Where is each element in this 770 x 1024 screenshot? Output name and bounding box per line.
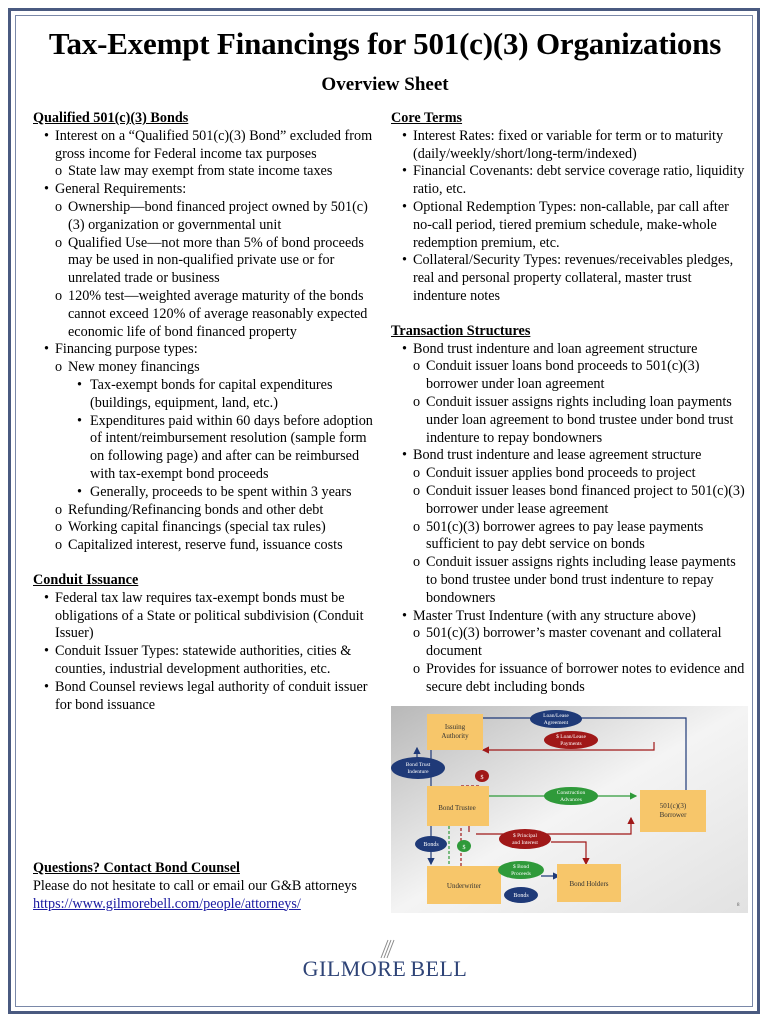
- list-item: • Collateral/Security Types: revenues/receivables pledges, real and personal property collateral, master trust indenture notes: [402, 252, 734, 304]
- list-item: o Conduit issuer loans bond proceeds to 501(c)(3) borrower under loan agreement: [413, 358, 700, 393]
- list-item: o Capitalized interest, reserve fund, issuance costs: [55, 537, 343, 554]
- list-item: • Interest on a “Qualified 501(c)(3) Bond” excluded from gross income for Federal income tax purposes: [44, 127, 373, 162]
- qualified-bonds-heading: Qualified 501(c)(3) Bonds: [33, 110, 189, 126]
- list-item: • Conduit Issuer Types: statewide authorities, cities & counties, industrial development authorities, etc.: [44, 643, 352, 677]
- list-item: o Conduit issuer leases bond financed project to 501(c)(3) borrower under lease agreement: [413, 482, 745, 517]
- bond-proceeds-label-2: Proceeds: [511, 871, 531, 877]
- loan-lease-payments-label-1: $ Loan/Lease: [556, 734, 586, 740]
- right-column: [391, 110, 746, 697]
- list-item: o Provides for issuance of borrower notes to evidence and secure debt including bonds: [413, 660, 745, 695]
- list-item: o Qualified Use—not more than 5% of bond proceeds may be used in non-qualified private use or for unrelated trade or business: [55, 234, 364, 287]
- list-item: • Financing purpose types:: [44, 341, 198, 358]
- principal-interest-oval: [499, 829, 551, 849]
- contact-line: Please do not hesitate to call or email our G&B attorneys: [33, 877, 357, 894]
- issuing-authority-label-2: Authority: [441, 732, 469, 740]
- core-terms-list: [391, 128, 746, 306]
- list-item: o Refunding/Refinancing bonds and other debt: [55, 501, 324, 518]
- dollar-label-red: $: [480, 775, 484, 781]
- bond-trustee-label: Bond Trustee: [438, 804, 476, 812]
- list-item: • Master Trust Indenture (with any structure above): [402, 607, 696, 624]
- left-column: [33, 110, 383, 714]
- loan-lease-agreement-label-1: Loan/Lease: [543, 713, 569, 719]
- qualified-bonds-list: [33, 128, 383, 555]
- attorneys-link[interactable]: https://www.gilmorebell.com/people/attorneys/: [33, 895, 301, 912]
- issuing-authority-label-1: Issuing: [444, 723, 466, 731]
- principal-interest-label-2: and Interest: [512, 840, 538, 846]
- list-item: o Conduit issuer assigns rights including loan payments under loan agreement to bond trustee under bond trust indenture to repay bondowners: [413, 393, 734, 446]
- list-item: o Ownership—bond financed project owned by 501(c)(3) organization or governmental unit: [55, 198, 368, 233]
- contact-block: [33, 860, 393, 913]
- slide-number: 8: [737, 903, 740, 908]
- list-item: • Generally, proceeds to be spent within 3 years: [77, 483, 352, 500]
- list-item: • Bond trust indenture and lease agreement structure: [402, 447, 702, 464]
- loan-lease-payments-label-2: Payments: [560, 741, 582, 747]
- list-item: o Conduit issuer applies bond proceeds to project: [413, 465, 696, 482]
- transaction-structures-list: [391, 341, 746, 697]
- list-item: • Bond trust indenture and loan agreement structure: [402, 340, 698, 357]
- list-item: • Financial Covenants: debt service coverage ratio, liquidity ratio, etc.: [402, 163, 745, 198]
- list-item: o 120% test—weighted average maturity of the bonds cannot exceed 120% of average reasonably expected economic life of bond financed property: [55, 287, 368, 340]
- list-item: • Interest Rates: fixed or variable for term or to maturity (daily/weekly/short/long-term/indexed): [402, 127, 724, 162]
- contact-heading: Questions? Contact Bond Counsel: [33, 860, 240, 876]
- page-subtitle: Overview Sheet: [321, 74, 449, 95]
- list-item: • Optional Redemption Types: non-callable, par call after no-call period, tiered premium schedule, make-whole redemption premium, etc.: [402, 198, 729, 251]
- core-terms-heading: Core Terms: [391, 110, 463, 126]
- list-item: • General Requirements:: [44, 181, 187, 198]
- bonds-label-lower: Bonds: [513, 893, 529, 899]
- gilmore-bell-logo: [280, 938, 490, 984]
- transaction-structures-heading: Transaction Structures: [391, 322, 531, 339]
- list-item: o Working capital financings (special tax rules): [55, 519, 326, 536]
- page-title: Tax-Exempt Financings for 501(c)(3) Organizations: [48, 26, 722, 61]
- transaction-flow-diagram: [391, 706, 748, 913]
- list-item: • Expenditures paid within 60 days before adoption of intent/reimbursement resolution (sample form on following page) and after can be reimbursed with tax-exempt bond proceeds: [77, 412, 373, 482]
- principal-interest-label-1: $ Principal: [513, 833, 537, 839]
- bond-holders-label: Bond Holders: [569, 880, 609, 888]
- conduit-issuance-list: [33, 590, 383, 715]
- bonds-label-upper: Bonds: [423, 842, 439, 848]
- loan-lease-agreement-label-2: Agreement: [543, 720, 569, 726]
- list-item: o 501(c)(3) borrower agrees to pay lease payments sufficient to pay debt service on bonds: [413, 518, 704, 553]
- list-item: • Federal tax law requires tax-exempt bonds must be obligations of a State or political subdivision (Conduit Issuer): [44, 589, 364, 642]
- bond-trust-indenture-label-1: Bond Trust: [405, 762, 431, 768]
- bond-trust-indenture-label-2: Indenture: [407, 769, 429, 775]
- borrower-label-2: Borrower: [659, 811, 687, 819]
- borrower-label-1: 501(c)(3): [659, 802, 687, 810]
- dollar-label-green: $: [462, 845, 466, 851]
- list-item: • Bond Counsel reviews legal authority of conduit issuer for bond issuance: [44, 678, 368, 713]
- list-item: o New money financings: [55, 359, 200, 376]
- bond-proceeds-label-1: $ Bond: [512, 864, 530, 870]
- list-item: o 501(c)(3) borrower’s master covenant and collateral document: [413, 625, 722, 660]
- logo-wordmark: GILMORE BELL: [302, 956, 468, 981]
- underwriter-label: Underwriter: [446, 882, 482, 890]
- construction-advances-label-2: Advances: [560, 797, 582, 803]
- conduit-issuance-heading: Conduit Issuance: [33, 571, 139, 588]
- list-item: o State law may exempt from state income taxes: [55, 163, 333, 180]
- list-item: o Conduit issuer assigns rights including lease payments to bond trustee under bond trust indenture to repay bondowners: [413, 554, 736, 606]
- bond-trust-indenture-oval: [391, 757, 445, 779]
- construction-advances-label-1: Construction: [556, 790, 586, 796]
- list-item: • Tax-exempt bonds for capital expenditures (buildings, equipment, land, etc.): [77, 376, 333, 411]
